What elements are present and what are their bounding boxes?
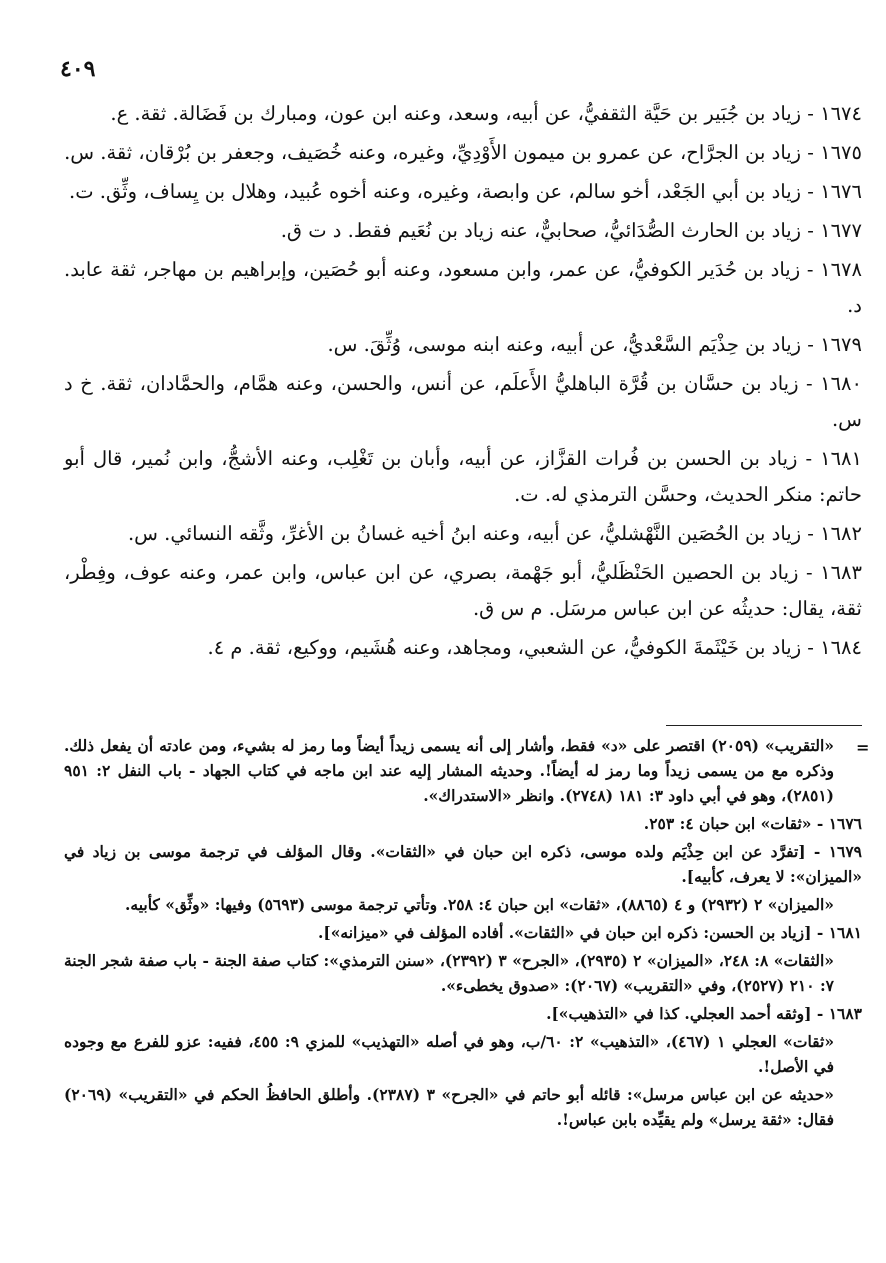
footnotes	[64, 733, 862, 1135]
entry-1680: ١٦٨٠ - زياد بن حسَّان بن قُرَّة الباهليُّ الأَعلَم، عن أنس، والحسن، وعنه همَّام، والحمَّادان، ثقة. خ د س.	[64, 372, 862, 431]
footnote-continuation-marker: =	[856, 738, 870, 757]
footnote-1683-remark: «حديثه عن ابن عباس مرسل»: قائله أبو حاتم في «الجرح» ٣ (٢٣٨٧). وأطلق الحافظُ الحكم في «التقريب» (٢٠٦٩) فقال: «ثقة يرسل» ولم يقيِّده بابن عباس!.	[64, 1085, 834, 1129]
footnote-1683: ١٦٨٣ - [وثقه أحمد العجلي. كذا في «التذهيب»].	[546, 1004, 862, 1023]
entry-1677: ١٦٧٧ - زياد بن الحارث الصُّدَائيُّ، صحابيٌّ، عنه زياد بن نُعَيم فقط. د ت ق.	[280, 219, 862, 242]
footnote-1681-sources: «الثقات» ٨: ٢٤٨، «الميزان» ٢ (٢٩٣٥)، «الجرح» ٣ (٢٣٩٢)، «سنن الترمذي»: كتاب صفة الجنة - باب صفة شجر الجنة ٧: ٢١٠ (٢٥٢٧)، وفي «التقريب» (٢٠٦٧): «صدوق يخطىء».	[64, 951, 834, 995]
entry-1678: ١٦٧٨ - زياد بن حُدَير الكوفيُّ، عن عمر، وابن مسعود، وعنه أبو حُصَين، وإبراهيم بن مهاجر، ثقة عابد. د.	[64, 258, 862, 317]
entry-1681: ١٦٨١ - زياد بن الحسن بن فُرات القزَّاز، عن أبيه، وأبان بن تَغْلِب، وعنه الأشجُّ، وابن نُمير، قال أبو حاتم: منكر الحديث، وحسَّن الترمذي له. ت.	[64, 447, 862, 506]
footnote-1676: ١٦٧٦ - «ثقات» ابن حبان ٤: ٢٥٣.	[643, 814, 862, 833]
footnote-divider	[666, 725, 862, 726]
entry-1682: ١٦٨٢ - زياد بن الحُصَين النَّهْشليُّ، عن أبيه، وعنه ابنُ أخيه غسانُ بن الأغرِّ، وثَّقه النسائي. س.	[127, 522, 862, 545]
entry-1676: ١٦٧٦ - زياد بن أبي الجَعْد، أخو سالم، عن وابصة، وغيره، وعنه أخوه عُبيد، وهلال بن يِساف، وثِّق. ت.	[69, 180, 862, 203]
entry-1675: ١٦٧٥ - زياد بن الجرَّاح، عن عمرو بن ميمون الأَوْدِيِّ، وغيره، وعنه خُصَيف، وجعفر بن بُرْقان، ثقة. س.	[64, 141, 862, 164]
page-number: ٤٠٩	[60, 56, 96, 82]
main-text-body	[64, 96, 862, 669]
footnote-1681: ١٦٨١ - [زياد بن الحسن: ذكره ابن حبان في «الثقات». أفاده المؤلف في «ميزانه»].	[318, 923, 862, 942]
footnote-1683-sources: «ثقات» العجلي ١ (٤٦٧)، «التذهيب» ٢: ٦٠/ب، وهو في أصله «التهذيب» للمزي ٩: ٤٥٥، ففيه: عزو للفرع مع وجوده في الأصل!.	[64, 1032, 835, 1076]
entry-1683: ١٦٨٣ - زياد بن الحصين الحَنْظَليُّ، أبو جَهْمة، بصري، عن ابن عباس، وابن عمر، وعنه عوف، وفِطْر، ثقة، يقال: حديثُه عن ابن عباس مرسَل. م س ق.	[64, 561, 862, 620]
footnote-1679-sources: «الميزان» ٢ (٢٩٣٢) و ٤ (٨٨٦٥)، «ثقات» ابن حبان ٤: ٢٥٨. وتأتي ترجمة موسى (٥٦٩٣) وفيها: «وثِّق» كأبيه.	[125, 895, 834, 914]
entry-1679: ١٦٧٩ - زياد بن حِذْيَم السَّعْديُّ، عن أبيه، وعنه ابنه موسى، وُثِّقَ. س.	[327, 333, 862, 356]
footnote-1679: ١٦٧٩ - [تفرَّد عن ابن حِذْيَم ولده موسى، ذكره ابن حبان في «الثقات». وقال المؤلف في ترجمة موسى بن زياد في «الميزان»: لا يعرف، كأبيه].	[64, 842, 862, 886]
entry-1674: ١٦٧٤ - زياد بن جُبَير بن حَيَّة الثقفيُّ، عن أبيه، وسعد، وعنه ابن عون، ومبارك بن فَضَالة. ثقة. ع.	[110, 102, 862, 125]
entry-1684: ١٦٨٤ - زياد بن خَيْثَمةَ الكوفيُّ، عن الشعبي، ومجاهد، وعنه هُشَيم، ووكيع، ثقة. م ٤.	[207, 636, 862, 659]
footnote-continued-1675: «التقريب» (٢٠٥٩) اقتصر على «د» فقط، وأشار إلى أنه يسمى زيداً أيضاً وما رمز له بشيء، ومن عادته أن يفعل ذلك. وذكره مع من يسمى زيداً وما رمز له أيضاً!. وحديثه المشار إليه عند ابن ماجه في كتاب الجهاد - باب النفل ٢: ٩٥١ (٢٨٥١)، وهو في أبي داود ٣: ١٨١ (٢٧٤٨). وانظر «الاستدراك».	[64, 736, 834, 805]
